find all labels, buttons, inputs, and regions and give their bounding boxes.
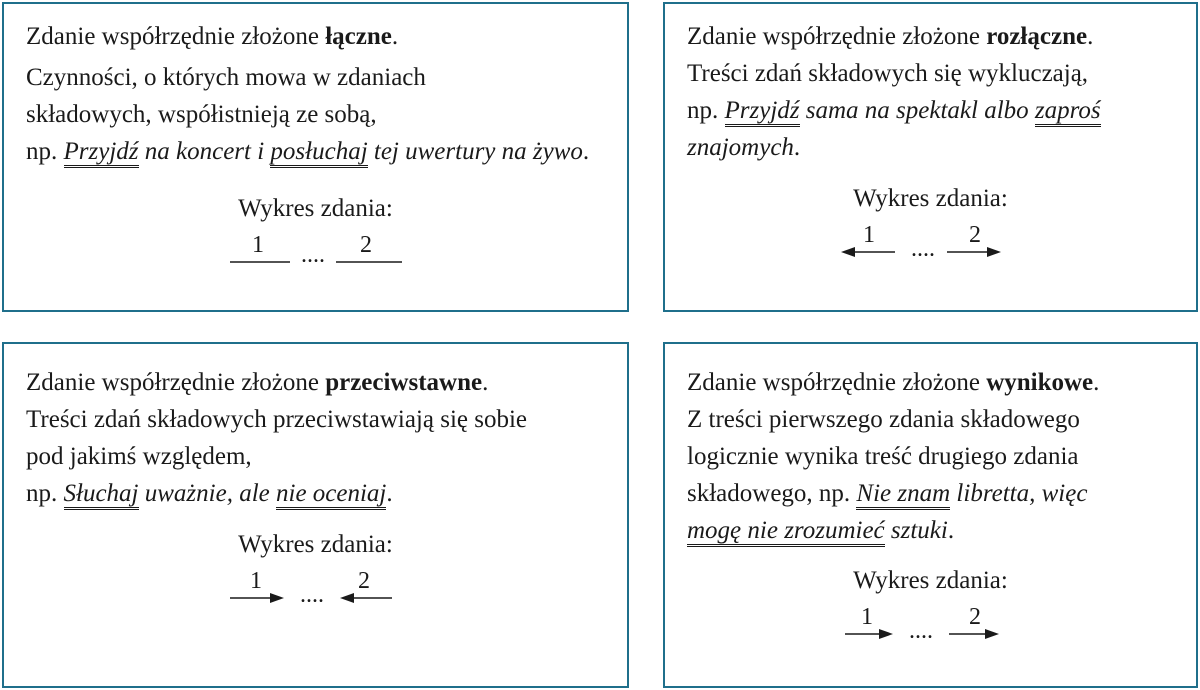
- clause-1-number: 1: [862, 222, 875, 248]
- predicate-underlined: Nie znam: [856, 480, 950, 510]
- example-prefix: np.: [26, 138, 58, 165]
- arrowhead-right-icon: [987, 247, 1001, 257]
- title-keyword: łączne: [325, 23, 392, 50]
- arrowhead-right-icon: [270, 593, 284, 603]
- clause-2-number: 2: [359, 232, 372, 258]
- title-keyword: rozłączne: [986, 23, 1088, 50]
- predicate-underlined: mogę nie zrozumieć: [687, 517, 885, 547]
- predicate-underlined: posłuchaj: [270, 138, 367, 168]
- description-line: składowych, współistnieją ze sobą,: [26, 101, 377, 128]
- sentence-schema: [226, 224, 406, 270]
- title-prefix: Zdanie współrzędnie złożone: [687, 369, 980, 396]
- diagram-title: Wykres zdania:: [238, 195, 393, 222]
- clause-2-number: 2: [968, 604, 981, 630]
- title-prefix: Zdanie współrzędnie złożone: [26, 369, 319, 396]
- title-period: .: [482, 369, 489, 396]
- schema-dots: ....: [908, 618, 933, 644]
- schema-dots: ....: [299, 582, 324, 608]
- example-period: .: [582, 138, 590, 165]
- diagram-title: Wykres zdania:: [853, 567, 1008, 594]
- example-line: [687, 92, 1176, 129]
- card-title: [26, 18, 607, 55]
- card-title: [26, 364, 607, 401]
- card-rozlaczne: [663, 2, 1198, 312]
- arrowhead-right-icon: [879, 629, 893, 639]
- card-wynikowe: [663, 342, 1198, 688]
- predicate-underlined: Przyjdź: [64, 138, 139, 168]
- sentence-diagram: [4, 530, 627, 610]
- example-line: [687, 475, 1176, 512]
- example-prefix: np.: [26, 480, 58, 507]
- predicate-underlined: Przyjdź: [725, 97, 800, 127]
- clause-2-number: 2: [968, 222, 981, 248]
- card-laczne: [2, 2, 629, 312]
- title-keyword: wynikowe: [986, 369, 1094, 396]
- title-period: .: [1093, 369, 1100, 396]
- example-line: [687, 129, 1176, 166]
- card-title: [687, 364, 1176, 401]
- sentence-schema: [841, 214, 1021, 264]
- example-text: libretta, więc: [956, 480, 1088, 507]
- example-text: tej uwertury na żywo: [373, 138, 583, 165]
- example-period: .: [793, 134, 801, 161]
- example-text: znajomych: [687, 134, 794, 161]
- description-line: pod jakimś względem,: [26, 443, 252, 470]
- card-title: [687, 18, 1176, 55]
- description-text: składowego, np.: [687, 480, 851, 507]
- example-text: na koncert i: [144, 138, 265, 165]
- arrowhead-left-icon: [340, 593, 354, 603]
- clause-1-number: 1: [860, 604, 873, 630]
- predicate-underlined: nie oceniaj: [276, 480, 386, 510]
- clause-2-number: 2: [357, 568, 370, 594]
- title-keyword: przeciwstawne: [325, 369, 483, 396]
- card-przeciwstawne: [2, 342, 629, 688]
- description-line: logicznie wynika treść drugiego zdania: [687, 443, 1079, 470]
- title-prefix: Zdanie współrzędnie złożone: [687, 23, 980, 50]
- description-line: Czynności, o których mowa w zdaniach: [26, 64, 426, 91]
- predicate-underlined: zaproś: [1035, 97, 1101, 127]
- example-line: [26, 475, 607, 512]
- title-period: .: [1087, 23, 1094, 50]
- sentence-schema: [226, 560, 406, 610]
- example-period: .: [386, 480, 393, 507]
- example-period: .: [947, 517, 955, 544]
- example-line: [687, 512, 1176, 549]
- arrowhead-right-icon: [985, 629, 999, 639]
- example-text: uważnie, ale: [144, 480, 270, 507]
- schema-dots: ....: [300, 242, 325, 268]
- arrowhead-left-icon: [841, 247, 855, 257]
- example-text: sztuki: [890, 517, 948, 544]
- title-period: .: [391, 23, 399, 50]
- diagram-title: Wykres zdania:: [238, 531, 393, 558]
- sentence-diagram: [665, 566, 1196, 646]
- example-text: sama na spektakl albo: [805, 97, 1029, 124]
- title-prefix: Zdanie współrzędnie złożone: [26, 23, 319, 50]
- example-prefix: np.: [687, 97, 719, 124]
- clause-1-number: 1: [249, 568, 262, 594]
- example-line: [26, 133, 607, 170]
- clause-1-number: 1: [251, 232, 264, 258]
- description-line: Z treści pierwszego zdania składowego: [687, 406, 1080, 433]
- description-line: Treści zdań składowych przeciwstawiają się sobie: [26, 406, 528, 433]
- description-line: Treści zdań składowych się wykluczają,: [687, 60, 1089, 87]
- sentence-diagram: [665, 184, 1196, 264]
- sentence-diagram: [4, 194, 627, 270]
- predicate-underlined: Słuchaj: [64, 480, 139, 510]
- sentence-schema: [841, 596, 1021, 646]
- diagram-title: Wykres zdania:: [853, 185, 1008, 212]
- schema-dots: ....: [910, 236, 935, 262]
